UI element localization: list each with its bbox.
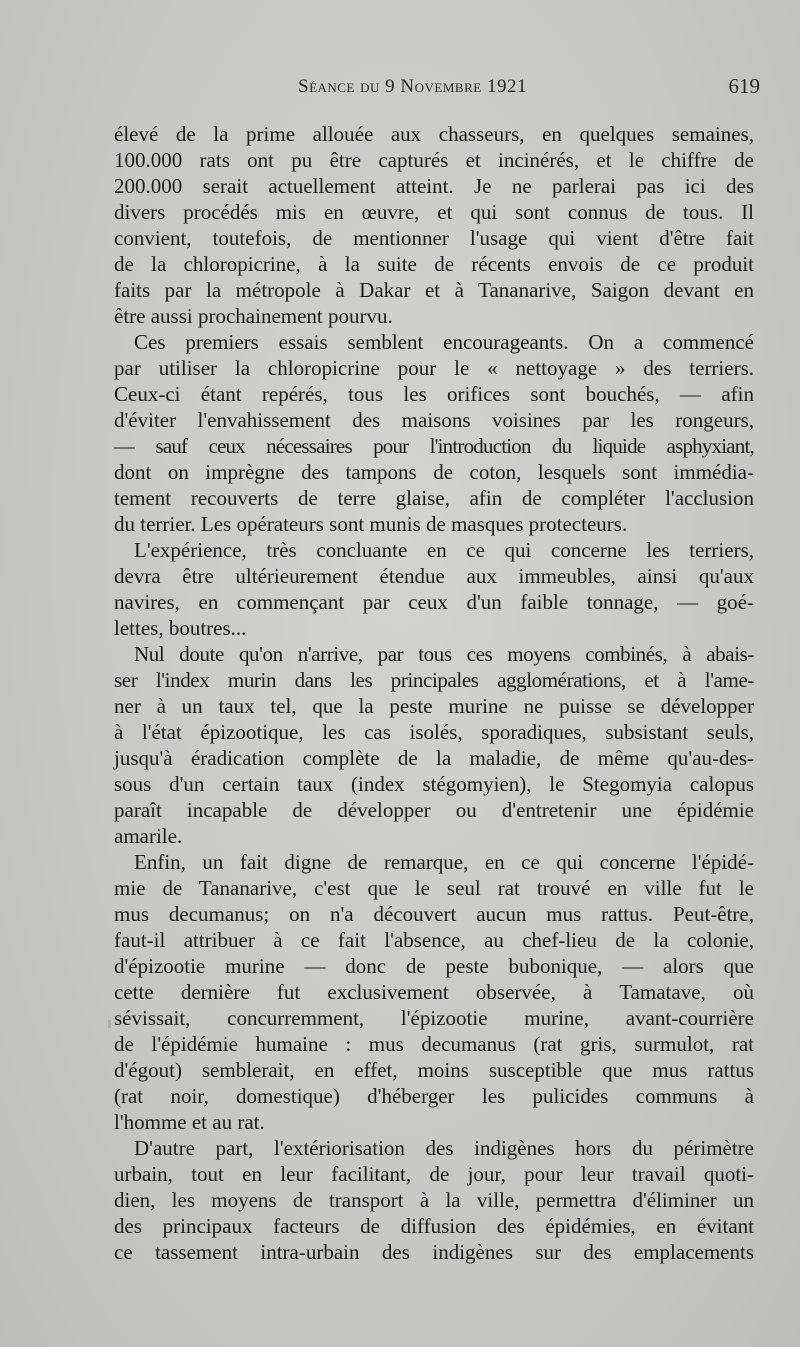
text-line: amarile. [114,824,183,848]
text-line: convient, toutefois, de mentionner l'usage qui vient d'être fait [114,226,754,250]
text-line: à l'état épizootique, les cas isolés, sporadiques, subsistant seuls, [114,720,754,744]
text-line: d'épizootie murine — donc de peste bubonique, — alors que [114,954,754,978]
text-line: tement recouverts de terre glaise, afin de compléter l'acclusion [114,486,754,510]
paragraph-start: Nul doute qu'on n'arrive, par tous ces moyens combinés, à abais- [134,642,754,666]
text-line: l'homme et au rat. [114,1110,265,1134]
text-line: jusqu'à éradication complète de la maladie, de même qu'au-des- [114,746,754,770]
text-line: ner à un taux tel, que la peste murine ne puisse se développer [114,694,754,718]
body-text [114,121,754,1265]
paragraph-start: D'autre part, l'extériorisation des indigènes hors du périmètre [134,1136,754,1160]
text-line: devra être ultérieurement étendue aux immeubles, ainsi qu'aux [114,564,754,588]
text-line: lettes, boutres... [114,616,247,640]
text-line: — sauf ceux nécessaires pour l'introduction du liquide asphyxiant, [114,434,754,458]
text-line: du terrier. Les opérateurs sont munis de masques protecteurs. [114,512,628,536]
text-line: urbain, tout en leur facilitant, de jour, pour leur travail quoti- [114,1162,754,1186]
text-line: d'éviter l'envahissement des maisons voisines par les rongeurs, [114,408,754,432]
text-line: d'égout) semblerait, en effet, moins susceptible que mus rattus [114,1058,754,1082]
text-line: (rat noir, domestique) d'héberger les pulicides communs à [114,1084,754,1108]
text-line: faits par la métropole à Dakar et à Tananarive, Saigon devant en [114,278,754,302]
text-line: paraît incapable de développer ou d'entretenir une épidémie [114,798,754,822]
text-line: mus decumanus; on n'a découvert aucun mus rattus. Peut-être, [114,902,754,926]
margin-mark [108,1020,111,1028]
paragraph-start: Enfin, un fait digne de remarque, en ce qui concerne l'épidé- [134,850,754,874]
text-line: dont on imprègne des tampons de coton, lesquels sont immédia- [114,460,754,484]
text-line: faut-il attribuer à ce fait l'absence, au chef-lieu de la colonie, [114,928,754,952]
running-head [114,72,760,102]
text-line: être aussi prochainement pourvu. [114,304,393,328]
text-line: sévissait, concurremment, l'épizootie murine, avant-courrière [114,1006,754,1030]
text-line: ser l'index murin dans les principales agglomérations, et à l'ame- [114,668,754,692]
text-line: divers procédés mis en œuvre, et qui sont connus de tous. Il [114,200,754,224]
paragraph-start: Ces premiers essais semblent encourageants. On a commencé [134,330,754,354]
text-line: de l'épidémie humaine : mus decumanus (rat gris, surmulot, rat [114,1032,754,1056]
text-line: par utiliser la chloropicrine pour le « nettoyage » des terriers. [114,356,754,380]
text-line: sous d'un certain taux (index stégomyien), le Stegomyia calopus [114,772,754,796]
text-line: 100.000 rats ont pu être capturés et incinérés, et le chiffre de [114,148,754,172]
running-title: Séance du 9 Novembre 1921 [298,76,527,97]
text-line: navires, en commençant par ceux d'un faible tonnage, — goé- [114,590,754,614]
text-line: mie de Tananarive, c'est que le seul rat trouvé en ville fut le [114,876,754,900]
text-line: dien, les moyens de transport à la ville, permettra d'éliminer un [114,1188,754,1212]
page-number: 619 [728,74,760,98]
text-line: cette dernière fut exclusivement observée, à Tamatave, où [114,980,754,1004]
text-line: des principaux facteurs de diffusion des épidémies, en évitant [114,1214,754,1238]
text-line: élevé de la prime allouée aux chasseurs, en quelques semaines, [114,122,754,146]
text-line: ce tassement intra-urbain des indigènes sur des emplacements [114,1240,754,1264]
text-line: 200.000 serait actuellement atteint. Je ne parlerai pas ici des [114,174,754,198]
text-line: de la chloropicrine, à la suite de récents envois de ce produit [114,252,754,276]
paragraph-start: L'expérience, très concluante en ce qui concerne les terriers, [134,538,754,562]
text-line: Ceux-ci étant repérés, tous les orifices sont bouchés, — afin [114,382,754,406]
